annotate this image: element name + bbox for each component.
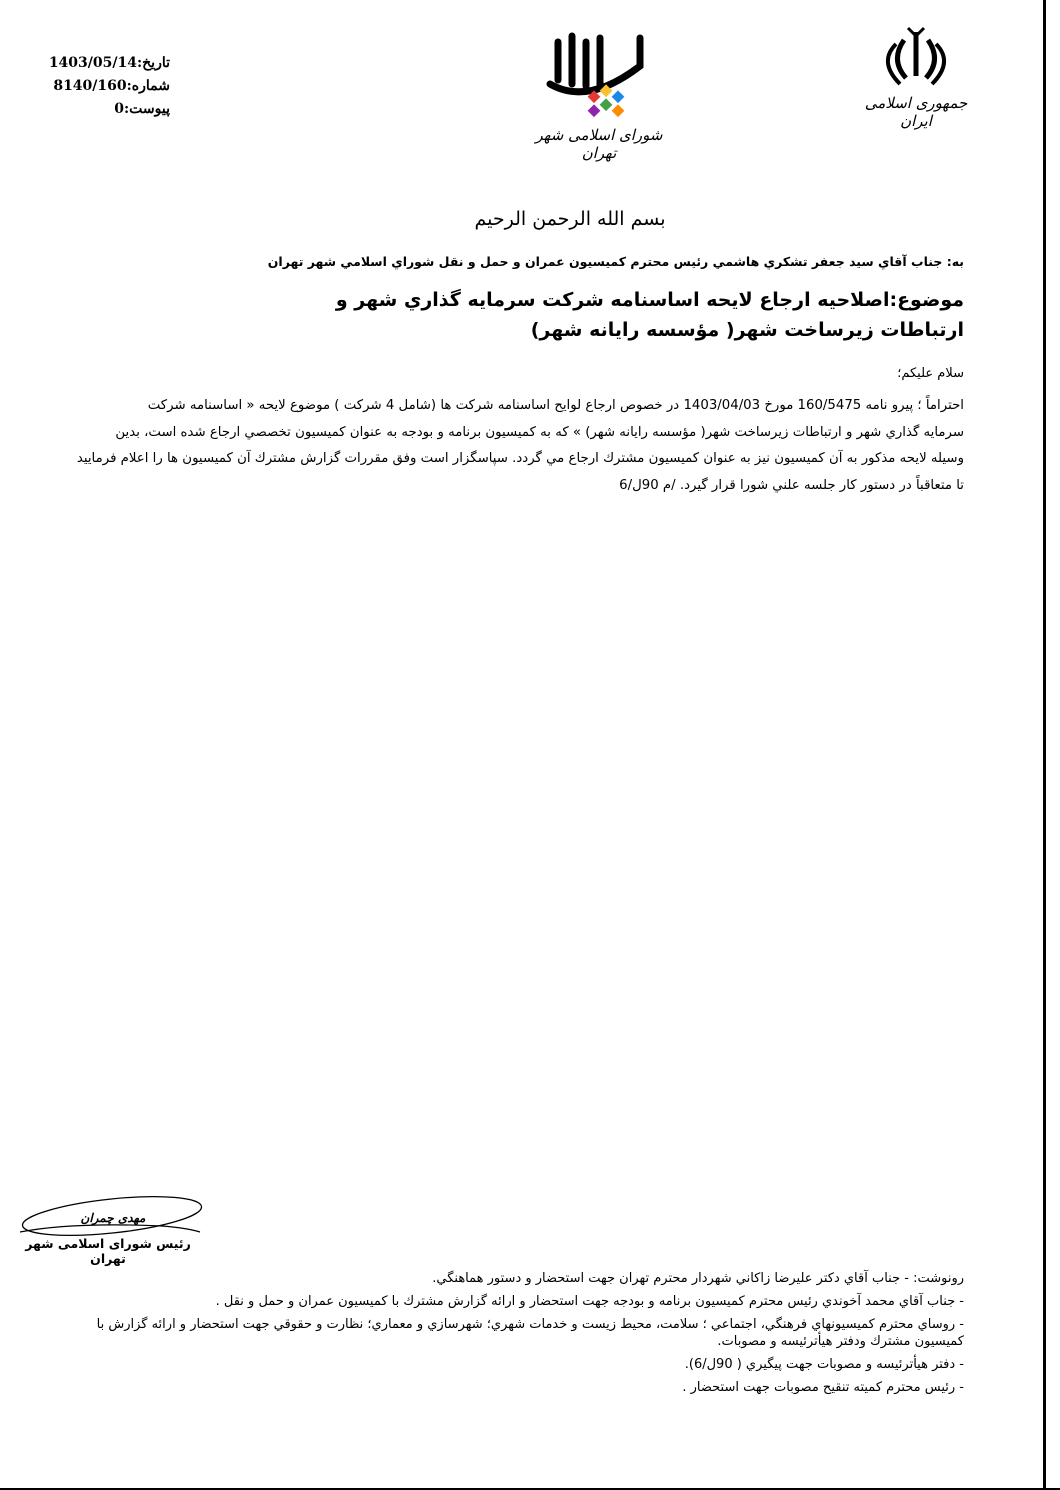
iran-emblem-icon	[856, 26, 976, 92]
date-value: 1403/05/14	[48, 55, 137, 71]
iran-emblem-caption: جمهوری اسلامی ایران	[864, 94, 968, 130]
body-line: احتراماً ؛ پيرو نامه 160/5475 مورخ 1403/04/03 در خصوص ارجاع لوايح اساسنامه شركت ها (شامل 4 شركت ) موضوع لايحه « اساسنامه شركت	[147, 398, 964, 413]
body-line: سرمايه گذاري شهر و ارتباطات زيرساخت شهر( مؤسسه رايانه شهر) » كه به كميسيون برنامه و بودجه به عنوان كميسيون تخصصي ارجاع شده است، بدين	[115, 424, 964, 440]
greeting: سلام عليكم؛	[897, 366, 964, 381]
number-row	[46, 75, 170, 98]
cc-line: - رئيس محترم كميته تنقيح مصوبات جهت استحضار .	[682, 1380, 964, 1395]
page-right-border	[1043, 0, 1046, 1490]
cc-list	[0, 1270, 964, 1402]
attachment-value: 0	[114, 101, 124, 117]
letter-meta	[46, 52, 170, 121]
attachment-row	[46, 98, 170, 121]
cc-line: كميسيون مشترك ودفتر هيأترئيسه و مصوبات.	[717, 1334, 964, 1349]
date-label: تاريخ:	[136, 55, 170, 71]
subject	[204, 285, 964, 345]
cc-line: - روساي محترم كميسيونهاي فرهنگي، اجتماعي ؛ سلامت، محيط زيست و خدمات شهري؛ شهرسازي و معماري؛ نظارت و حقوقي جهت استحضار و ارائه گزارش با	[96, 1317, 964, 1332]
signatory-name: مهدی چمران	[80, 1211, 146, 1225]
date-row	[46, 52, 170, 75]
signature-block	[12, 1192, 204, 1266]
signatory-title: رئيس شورای اسلامی شهر تهران	[25, 1236, 191, 1266]
iran-emblem-logo	[856, 26, 976, 130]
body-line: تا متعاقباً در دستور كار جلسه علني شورا قرار گيرد. /م 90ل/6	[619, 477, 964, 493]
bismillah: بسم الله الرحمن الرحيم	[474, 208, 666, 230]
city-council-logo	[528, 28, 670, 160]
number-value: 8140/160	[53, 78, 127, 94]
attachment-label: پيوست:	[124, 101, 170, 117]
letter-body	[24, 393, 964, 499]
cc-line: - جناب آقاي محمد آخوندي رئيس محترم كميسيون برنامه و بودجه جهت استحضار و ارائه گزارش مشترك با كميسيون عمران و حمل و نقل .	[215, 1294, 964, 1309]
recipient-line: به: جناب آقاي سيد جعفر تشكري هاشمي رئيس محترم كميسيون عمران و حمل و نقل شوراي اسلامي شهر تهران	[267, 254, 964, 269]
body-line: وسيله لايحه مذكور به آن كميسيون نيز به عنوان كميسيون مشترك ارجاع مي گردد. سپاسگزار است وفق مقررات گزارش مشترك آن كميسيون ها را اعلام فرماييد	[76, 451, 964, 466]
cc-line: - دفتر هيأترئيسه و مصوبات جهت پيگيري ( 90ل/6).	[684, 1357, 964, 1372]
cc-line: رونوشت: - جناب آقاي دكتر عليرضا زاكاني شهردار محترم تهران جهت استحضار و دستور هماهنگي.	[432, 1271, 964, 1286]
council-logo-mark-icon	[528, 28, 670, 128]
subject-line-2: ارتباطات زيرساخت شهر( مؤسسه رايانه شهر)	[530, 319, 964, 341]
subject-line-1: موضوع:اصلاحيه ارجاع لايحه اساسنامه شركت سرمايه گذاري شهر و	[335, 289, 964, 311]
number-label: شماره:	[126, 78, 170, 94]
council-logo-caption: شورای اسلامی شهر تهران	[535, 126, 663, 162]
